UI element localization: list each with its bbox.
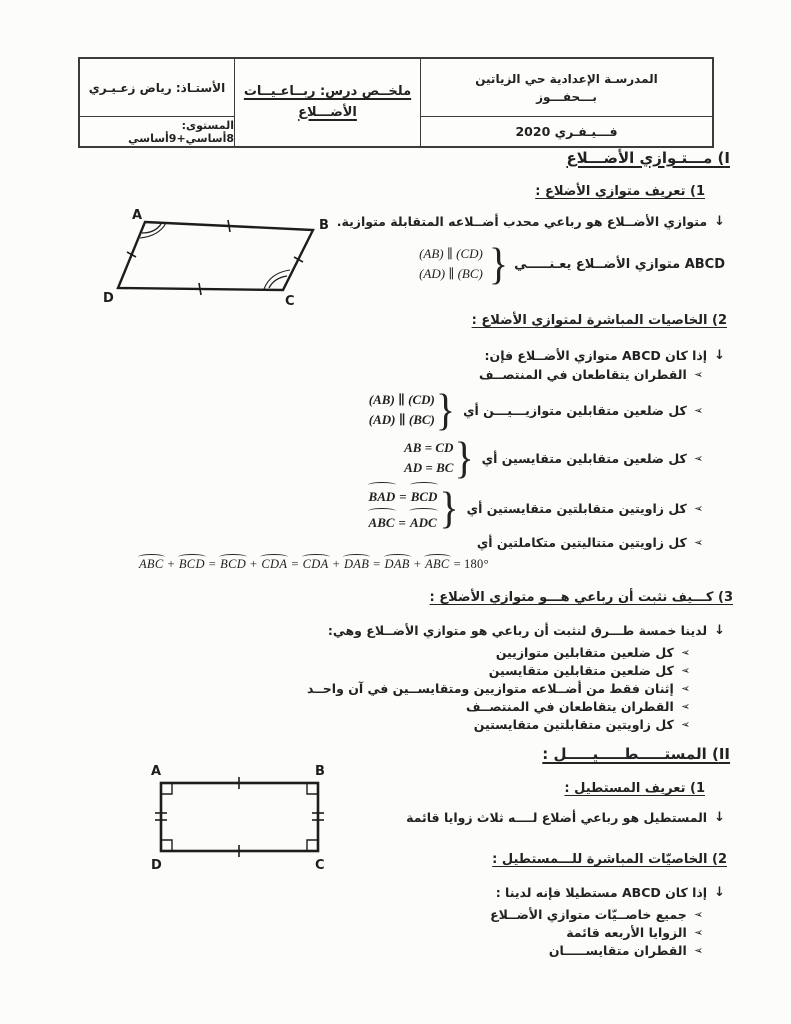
proof-intro-text: لدينا خمسة طـــرق لنثبت أن رباعي هو متوازي الأضــلاع وهي:	[327, 623, 708, 638]
parallel-sides-formulas	[419, 244, 483, 284]
rectangle-properties-intro-text: إذا كان ABCD مستطيلا فإنه لدينا :	[495, 885, 708, 900]
school-name-line2: بـــحفـــوز	[536, 89, 597, 104]
method-item	[307, 699, 690, 713]
formula-ad-bc: (AD) ∥ (BC)	[419, 266, 483, 282]
property-text: كل ضلعين متقابلين متوازيـــيـــن أي	[463, 402, 687, 418]
teacher-name: الأستـاذ: رياض زعـيـري	[80, 59, 234, 117]
school-name-line1: المدرسـة الإعدادية حي الزياتين	[475, 71, 658, 86]
method-text: كل ضلعين متقابلين متقايسين	[488, 662, 674, 678]
header-table	[78, 57, 714, 148]
right-angle-mark	[161, 783, 172, 794]
brace-glyph: }	[439, 482, 459, 533]
equation-result: 180°	[463, 557, 489, 571]
header-lesson-cell	[235, 59, 421, 146]
brace-glyph: }	[454, 432, 474, 483]
rectangle-property-item	[490, 943, 703, 957]
property-formula-group	[368, 384, 456, 435]
rectangle-property-text: الزوايا الأربعه قائمة	[566, 924, 687, 940]
vertex-label-C: C	[285, 294, 295, 309]
vertex-label-D: D	[103, 291, 114, 306]
header-school-cell	[421, 59, 712, 146]
section2-properties-title: 2) الخاصيّات المباشرة للـــمستطيل :	[492, 852, 727, 867]
vertex-label-B: B	[315, 764, 325, 779]
right-angle-mark	[307, 783, 318, 794]
formula-line: (AB) ∥ (CD)	[368, 391, 435, 407]
rectangle-definition-text: المستطيل هو رباعي أضلاع لــــه ثلاث زوايا قائمة	[406, 810, 708, 825]
method-item	[307, 663, 690, 677]
arrow-bullet-icon: ➢	[693, 943, 703, 957]
proof-methods-list	[307, 645, 690, 735]
property-text: كل زاويتين متتاليتين متكاملتين أي	[476, 535, 687, 550]
vertex-label-B: B	[319, 218, 329, 233]
rectangle-property-item	[490, 925, 703, 939]
definition-text: متوازي الأضــلاع هو رباعي محدب أضــلاعه المتقابلة متوازية.	[336, 214, 708, 229]
vertex-label-A: A	[132, 208, 143, 223]
vertex-label-A: A	[151, 764, 162, 779]
section1-title: I) مـــتـوازي الأضـــلاع	[566, 149, 730, 167]
level: المستوى: 8أساسي+9أساسي	[128, 118, 234, 145]
bullet-icon: ↓	[714, 214, 725, 229]
document-date: فـــيـفـري 2020	[515, 124, 618, 139]
section2-definition-title: 1) تعريف المستطيل :	[564, 781, 705, 796]
rectangle-properties-list	[490, 907, 703, 961]
rectangle-definition-item	[406, 810, 725, 825]
property-formula-group	[404, 432, 475, 483]
property-item	[404, 434, 703, 482]
method-item	[307, 717, 690, 731]
section1-proof-title: 3) كـــيف نثبت أن رباعي هـــو متوازي الأضلاع :	[429, 590, 733, 605]
parallelogram-diagram	[88, 198, 343, 310]
school-name	[421, 59, 712, 117]
properties-intro-text: إذا كان ABCD متوازي الأضــلاع فإن:	[484, 348, 708, 363]
vertex-label-D: D	[151, 858, 162, 873]
method-text: القطران يتقاطعان في المنتصــف	[466, 698, 674, 714]
vertex-label-C: C	[315, 858, 325, 873]
header-teacher-cell	[80, 59, 235, 146]
arrow-bullet-icon: ➢	[693, 451, 703, 465]
method-item	[307, 645, 690, 659]
brace-glyph: }	[488, 238, 509, 289]
arrow-bullet-icon: ➢	[693, 536, 703, 549]
rectangle-properties-intro	[496, 885, 725, 900]
angle-formula-line: ABC = ADC	[368, 508, 438, 534]
method-text: كل ضلعين متقابلين متوازيين	[495, 644, 674, 660]
bullet-icon: ↓	[714, 623, 725, 638]
lesson-title-line1: ملخــص درس: ربــاعـيــات	[243, 83, 412, 99]
property-item	[477, 535, 703, 550]
section1-definition-title: 1) تعريف متوازي الأضلاع :	[535, 184, 705, 199]
right-angle-mark	[307, 840, 318, 851]
property-text: القطران يتقاطعان في المنتصــف	[479, 367, 687, 382]
brace-glyph: }	[435, 384, 456, 435]
arrow-bullet-icon: ➢	[693, 368, 703, 381]
rectangle-property-text: القطران متقايســـــان	[548, 942, 687, 958]
bullet-icon: ↓	[714, 348, 725, 363]
definition-item	[337, 214, 725, 229]
bullet-icon: ↓	[714, 810, 725, 825]
method-text: كل زاويتين متقابلتين متقايستين	[473, 716, 674, 732]
method-text: إثنان فقط من أضــلاعه متوازيين ومتقايســين في آن واحــد	[307, 680, 674, 696]
section2-title: II) المستـــــطـــــيـــــل :	[542, 745, 730, 763]
meaning-text: ABCD متوازي الأضــلاع يعـنـــــي	[514, 256, 725, 272]
angle-formula-line: BAD = BCD	[368, 482, 439, 508]
rectangle-diagram	[143, 760, 358, 878]
properties-intro	[485, 348, 725, 363]
arrow-bullet-icon: ➢	[680, 681, 690, 695]
property-item	[479, 367, 703, 382]
rectangle-property-item	[490, 907, 703, 921]
method-item	[307, 681, 690, 695]
property-text: كل زاويتين متقابلتين متقايستين أي	[466, 500, 687, 516]
property-item	[369, 386, 703, 434]
section1-properties-title: 2) الخاصيات المباشرة لمتوازي الأضلاع :	[471, 313, 727, 328]
arrow-bullet-icon: ➢	[693, 907, 703, 921]
right-angle-mark	[161, 840, 172, 851]
property-item	[368, 482, 703, 534]
arrow-bullet-icon: ➢	[693, 403, 703, 417]
arrow-bullet-icon: ➢	[680, 717, 690, 731]
bullet-icon: ↓	[714, 885, 725, 900]
arrow-bullet-icon: ➢	[693, 501, 703, 515]
parallelogram-meaning-formula	[419, 238, 725, 289]
arrow-bullet-icon: ➢	[680, 645, 690, 659]
formula-line: AD = BC	[404, 460, 454, 475]
proof-intro	[328, 623, 725, 638]
arrow-bullet-icon: ➢	[693, 925, 703, 939]
arrow-bullet-icon: ➢	[680, 663, 690, 677]
property-formula-group	[368, 482, 460, 535]
lesson-title-line2: الأضـــلاع	[298, 104, 357, 120]
arrow-bullet-icon: ➢	[680, 699, 690, 713]
supplementary-angles-equation: ABC + BCD = BCD + CDA = CDA + DAB = DAB + ABC = 180°	[138, 554, 489, 572]
formula-line: (AD) ∥ (BC)	[368, 412, 435, 427]
formula-ab-cd: (AB) ∥ (CD)	[419, 246, 483, 261]
property-text: كل ضلعين متقابلين متقايسين أي	[481, 450, 687, 466]
formula-line: AB = CD	[404, 439, 454, 455]
rectangle-property-text: جميع خاصــيّات متوازي الأضــلاع	[490, 906, 687, 922]
